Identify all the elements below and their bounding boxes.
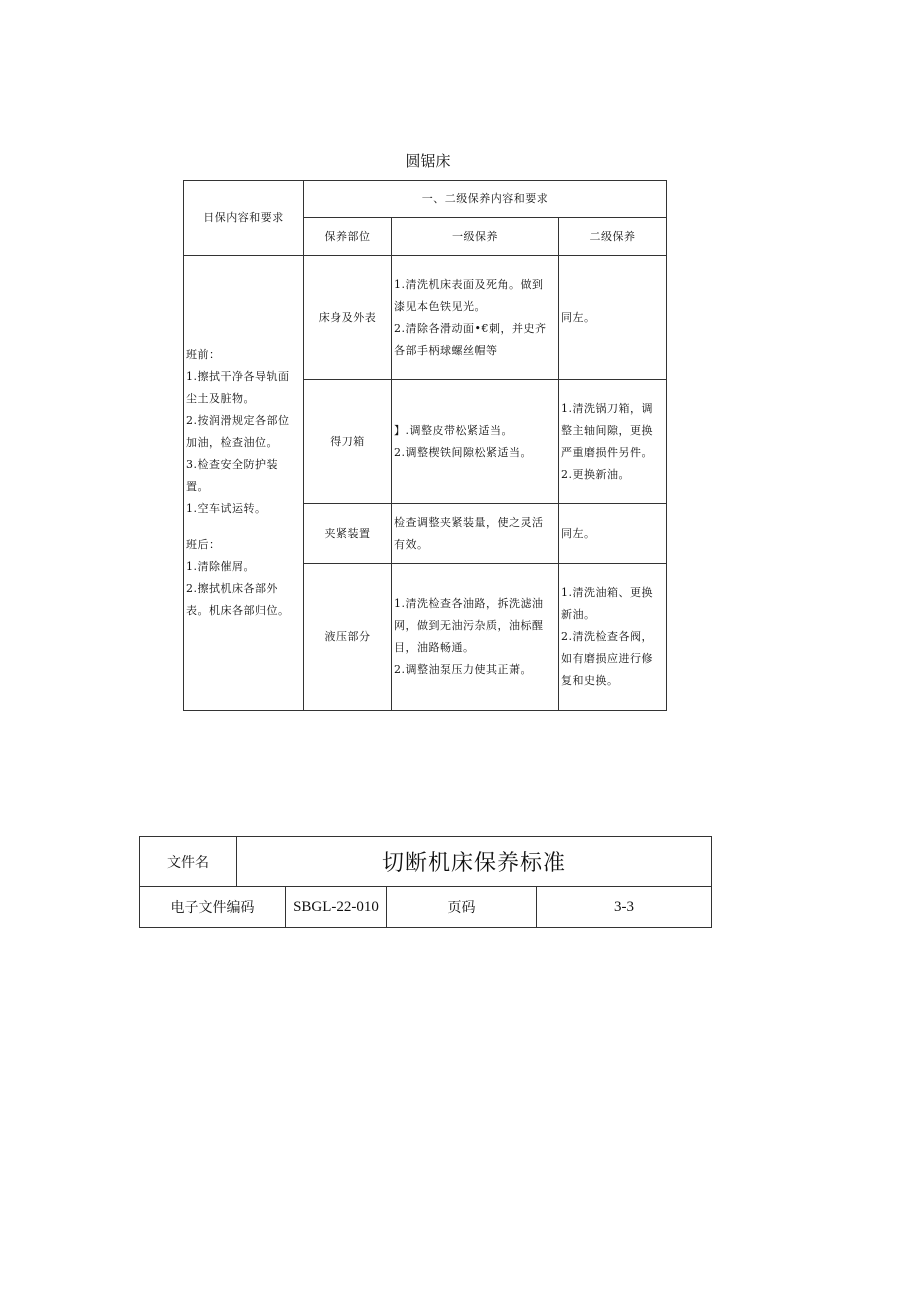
page-number: 3-3 [537,887,712,928]
level1-line: 检查调整夹紧装量，使之灵活 [394,515,544,529]
part-cell: 液压部分 [304,564,392,711]
header-part: 保养部位 [304,218,392,256]
level1-line: 目，油路畅通。 [394,641,475,654]
level2-line: 1.清洗锅刀箱，调 [561,401,653,415]
level2-line: 2.更换新油。 [561,467,630,481]
level2-line: 同左。 [561,526,596,540]
level1-line: 2.调整楔铁间隙松紧适当。 [394,445,532,459]
page-label: 页码 [387,887,537,928]
level1-line: 】.调整皮带松紧适当。 [394,423,513,437]
level2-line: 严重磨损件另件。 [561,445,653,459]
level2-cell [559,564,667,711]
daily-before-item: 置。 [186,480,209,493]
daily-after-item: 1.清除催屑。 [186,560,255,573]
part-cell: 床身及外表 [304,256,392,380]
daily-after-item: 2.擦拭机床各部外 [186,582,278,595]
level2-line: 复和史换。 [561,674,619,687]
header-group: 一、二级保养内容和要求 [304,181,667,218]
file-name-label: 文件名 [140,837,237,887]
level2-cell [559,504,667,564]
level2-line: 同左。 [561,310,596,324]
level2-line: 新油。 [561,608,596,621]
daily-before-item: 3.检查安全防护装 [186,458,278,471]
daily-before-label: 班前： [186,348,221,361]
daily-content-cell [184,256,304,711]
level1-line: 2.调整油泵压力使其正萧。 [394,663,532,676]
daily-before-item: 2.按润滑规定各部位 [186,414,290,427]
level1-cell [392,256,559,380]
code-label: 电子文件编码 [140,887,286,928]
header-level1: 一级保养 [392,218,559,256]
level1-line: 1.清洗机床表面及死角。做到 [394,277,544,291]
level1-line: 1.清洗检查各油路，拆洗滤油 [394,597,544,610]
page-title: 圆锯床 [405,152,451,170]
level1-line: 漆见本色铁见光。 [394,299,486,313]
level2-cell [559,380,667,504]
daily-after-label: 班后： [186,538,221,551]
level2-cell [559,256,667,380]
part-cell: 得刀箱 [304,380,392,504]
daily-after-item: 表。机床各部归位。 [186,604,290,617]
level2-line: 整主轴间隙，更换 [561,423,653,437]
level1-line: 网，做到无油污杂质，油标醒 [394,619,544,632]
header-level2: 二级保养 [559,218,667,256]
daily-before-item: 1.空车试运转。 [186,502,267,515]
daily-before-item: 尘土及脏物。 [186,392,255,405]
level1-cell [392,504,559,564]
daily-before-item: 加油，检查油位。 [186,436,278,449]
header-daily: 日保内容和要求 [184,181,304,256]
level2-line: 2.清洗检查各阀， [561,630,653,643]
level1-line: 各部手柄球螺丝帽等 [394,343,498,357]
part-cell: 夹紧装置 [304,504,392,564]
file-name: 切断机床保养标准 [237,837,712,887]
level1-cell [392,380,559,504]
document-code: SBGL-22-010 [286,887,387,928]
document-footer-table [139,836,712,928]
level1-cell [392,564,559,711]
level2-line: 如有磨损应进行修 [561,652,653,665]
maintenance-table [183,180,667,711]
level2-line: 1.清洗油箱、更换 [561,586,653,599]
level1-line: 2.清除各滑动面•€刺，并史齐 [394,321,547,335]
daily-before-item: 1.擦拭干净各导轨面 [186,370,290,383]
level1-line: 有效。 [394,537,429,551]
